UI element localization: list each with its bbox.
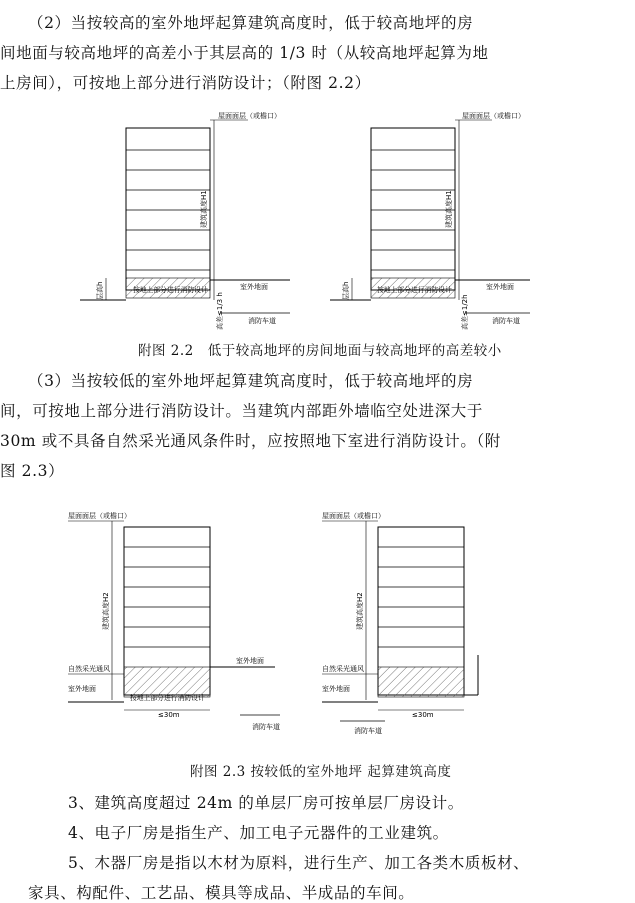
floor-lines <box>378 547 464 647</box>
roof-label: 屋面面层（或檐口） <box>322 512 385 520</box>
figure-2-3-caption: 附图 2.3 按较低的室外地坪 起算建筑高度 <box>190 764 452 780</box>
roof-label: 屋面面层（或檐口） <box>462 112 525 120</box>
roof-label: 屋面面层（或檐口） <box>218 112 281 120</box>
diff-label: 高差≤1/3 h <box>216 292 224 330</box>
vent-label: 自然采光通风 <box>68 665 110 673</box>
hatch-label: 按地上部分进行消防设计 <box>130 694 205 702</box>
text-line: 间地面与较高地坪的高差小于其层高的 1/3 时（从较高地坪起算为地 <box>0 44 489 62</box>
floor-lines <box>371 150 455 270</box>
road-label: 消防车道 <box>248 317 276 325</box>
ground-label: 室外地面 <box>240 283 268 291</box>
floor-height-label: 层高h <box>342 281 350 300</box>
height-label: 建筑高度H1 <box>445 190 453 228</box>
text-line: 图 2.3） <box>0 462 65 480</box>
list-item-5-cont: 家具、构配件、工艺品、模具等成品、半成品的车间。 <box>28 884 415 902</box>
diagram-left <box>68 511 280 731</box>
diagram-right <box>330 111 530 330</box>
road-label: 消防车道 <box>354 727 382 735</box>
hatch-label: 按地上部分进行消防设计 <box>133 286 208 294</box>
height-label: 建筑高度H1 <box>200 190 208 228</box>
figure-2-2 <box>0 108 635 336</box>
depth-label: ≤30m <box>412 711 434 719</box>
outdoor-high-label: 室外地面 <box>236 657 264 665</box>
text-line: 30m 或不具备自然采光通风条件时，应按照地下室进行消防设计。（附 <box>0 432 501 450</box>
height-label: 建筑高度H2 <box>356 592 364 630</box>
figure-2-2-caption: 附图 2.2 低于较高地坪的房间地面与较高地坪的高差较小 <box>138 343 502 359</box>
paragraph-3 <box>0 366 613 486</box>
text-line: （3）当按较低的室外地坪起算建筑高度时，低于较高地坪的房 <box>28 372 474 390</box>
list-item-4: 4、电子厂房是指生产、加工电子元器件的工业建筑。 <box>68 824 449 842</box>
hatch-zone <box>124 667 210 697</box>
floor-height-label: 层高h <box>96 281 104 300</box>
text-line: 间，可按地上部分进行消防设计。当建筑内部距外墙临空处进深大于 <box>0 402 484 420</box>
floor-lines <box>126 150 210 270</box>
diagram-left <box>80 111 290 330</box>
outdoor-low-label: 室外地面 <box>68 685 96 693</box>
hatch-zone <box>378 667 464 697</box>
ground-label: 室外地面 <box>486 283 514 291</box>
diff-label: 高差≤1/2h <box>461 294 469 330</box>
text-line: （2）当按较高的室外地坪起算建筑高度时，低于较高地坪的房 <box>28 14 474 32</box>
figure-2-3 <box>0 505 635 753</box>
road-label: 消防车道 <box>252 723 280 731</box>
building-outline <box>371 128 455 290</box>
floor-lines <box>124 547 210 647</box>
outdoor-low-label: 室外地面 <box>322 685 350 693</box>
hatch-label: 按地上部分进行消防设计 <box>377 286 452 294</box>
building-outline <box>126 128 210 290</box>
height-label: 建筑高度H2 <box>102 592 110 630</box>
list-item-5: 5、木器厂房是指以木材为原料，进行生产、加工各类木质板材、 <box>68 854 530 872</box>
road-label: 消防车道 <box>492 317 520 325</box>
vent-label: 自然采光通风 <box>322 665 364 673</box>
roof-label: 屋面面层（或檐口） <box>68 512 131 520</box>
paragraph-2 <box>0 8 613 98</box>
diagram-right <box>322 511 478 735</box>
list-item-3: 3、建筑高度超过 24m 的单层厂房可按单层厂房设计。 <box>68 794 464 812</box>
depth-label: ≤30m <box>158 711 180 719</box>
text-line: 上房间），可按地上部分进行消防设计；（附图 2.2） <box>0 74 371 92</box>
